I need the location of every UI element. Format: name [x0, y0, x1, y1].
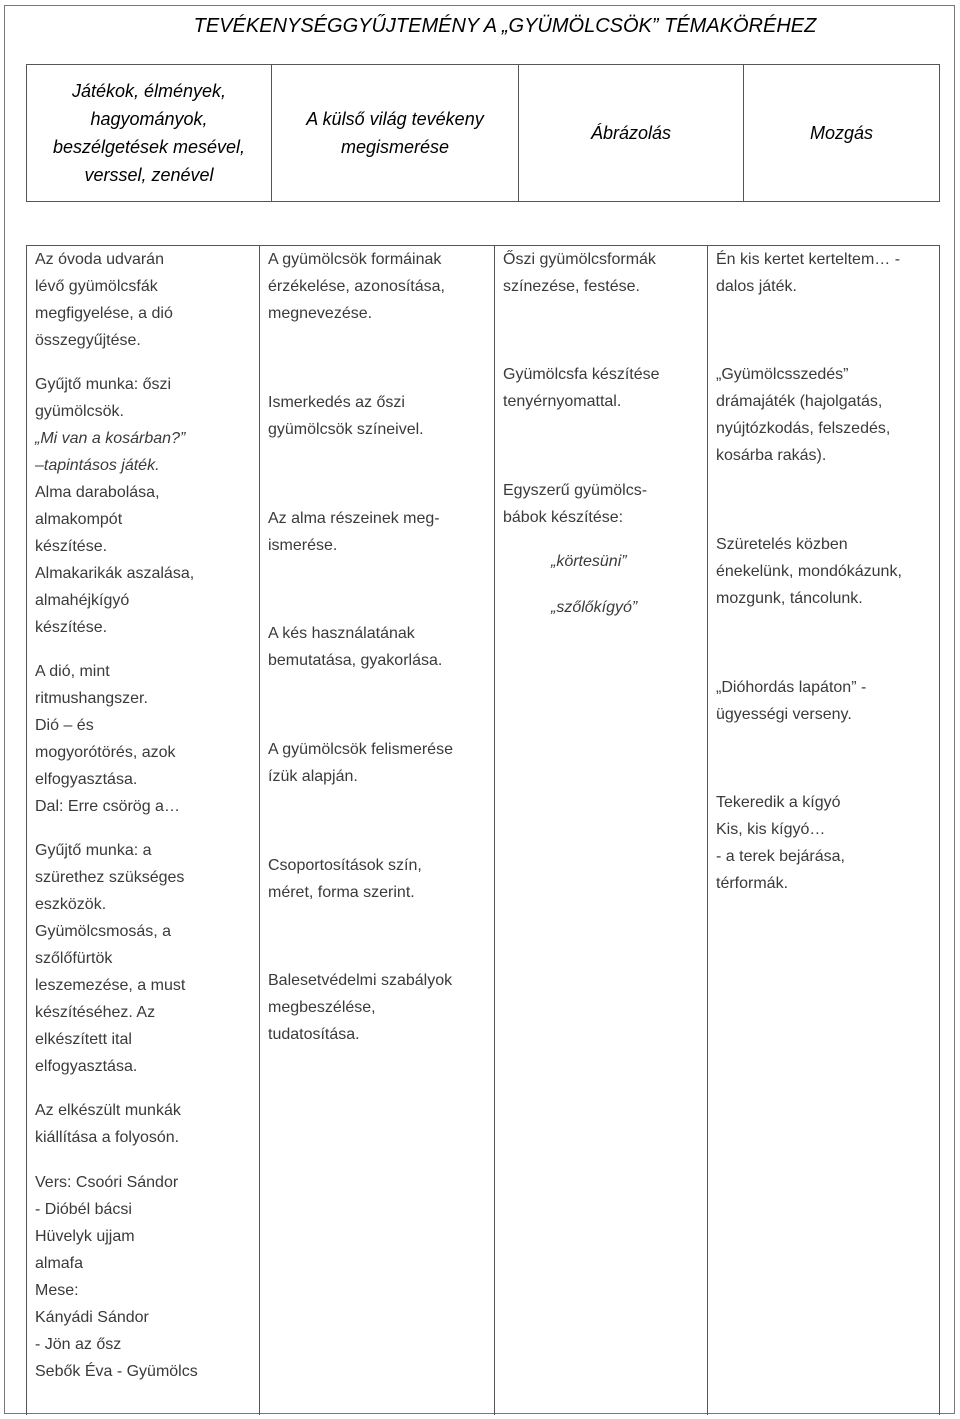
text-line: Gyűjtő munka: a — [35, 842, 152, 859]
text-line: mogyorótörés, azok — [35, 744, 176, 761]
text-line: elfogyasztása. — [35, 1058, 138, 1075]
activity-table — [26, 245, 940, 1415]
text-line: A kés használatának — [268, 625, 415, 642]
text-line: kiállítása a folyosón. — [35, 1129, 180, 1146]
text-line: A dió, mint — [35, 663, 110, 680]
text-line: Alma darabolása, — [35, 484, 160, 501]
text-line: „Gyümölcsszedés” — [716, 366, 849, 383]
text-line: Gyűjtő munka: őszi — [35, 376, 172, 393]
text-line: Almakarikák aszalása, — [35, 565, 195, 582]
text-line: gyümölcsök. — [35, 403, 124, 420]
text-line: ügyességi verseny. — [716, 706, 852, 723]
header-world — [272, 65, 519, 202]
text-line: Dal: Erre csörög a… — [35, 798, 180, 815]
text-line: Én kis kertet kerteltem… - — [716, 251, 901, 268]
text-line: ízük alapján. — [268, 768, 358, 785]
text-line: színezése, festése. — [503, 278, 640, 295]
text-line: Hüvelyk ujjam — [35, 1228, 135, 1245]
text-line: készítése. — [35, 619, 108, 636]
text-line: „Mi van a kosárban?” — [35, 430, 186, 447]
text-line: szőlőfürtök — [35, 950, 113, 967]
text-line: Balesetvédelmi szabályok — [268, 972, 453, 989]
header-world-line: A külső világ tevékeny — [306, 109, 484, 129]
text-line: bábok készítése: — [503, 509, 624, 526]
text-line: ismerése. — [268, 537, 338, 554]
text-line: kosárba rakás). — [716, 447, 827, 464]
text-line: Mese: — [35, 1282, 79, 1299]
text-line: megbeszélése, — [268, 999, 376, 1016]
text-line: gyümölcsök színeivel. — [268, 421, 424, 438]
text-line: „körtesüni” — [551, 553, 627, 570]
text-line: Az óvoda udvarán — [35, 251, 164, 268]
text-line: Kis, kis kígyó… — [716, 821, 826, 838]
header-games-line: Játékok, élmények, — [71, 81, 227, 101]
text-line: Szüretelés közben — [716, 536, 848, 553]
text-line: dalos játék. — [716, 278, 797, 295]
text-line: mozgunk, táncolunk. — [716, 590, 863, 607]
text-line: Csoportosítások szín, — [268, 857, 422, 874]
text-line: almakompót — [35, 511, 123, 528]
text-line: énekelünk, mondókázunk, — [716, 563, 902, 580]
text-line: - Jön az ősz — [35, 1336, 122, 1353]
text-line: készítéséhez. Az — [35, 1004, 156, 1021]
header-games-line: hagyományok, — [90, 109, 208, 129]
text-line: érzékelése, azonosítása, — [268, 278, 445, 295]
text-line: tenyérnyomattal. — [503, 393, 622, 410]
text-line: - a terek bejárása, — [716, 848, 845, 865]
header-games-line: beszélgetések mesével, — [52, 137, 246, 157]
text-line: almahéjkígyó — [35, 592, 130, 609]
page-title: TEVÉKENYSÉGGYŰJTEMÉNY A „GYÜMÖLCSÖK” TÉMAKÖRÉHEZ — [193, 15, 817, 37]
text-line: Ismerkedés az őszi — [268, 394, 405, 411]
text-line: összegyűjtése. — [35, 332, 141, 349]
header-games — [27, 65, 272, 202]
header-drawing: Ábrázolás — [519, 65, 744, 202]
text-line: nyújtózkodás, felszedés, — [716, 420, 891, 437]
text-line: „szőlőkígyó” — [551, 599, 638, 616]
text-line: térformák. — [716, 875, 789, 892]
header-table — [26, 64, 940, 202]
text-line: leszemezése, a must — [35, 977, 186, 994]
text-line: méret, forma szerint. — [268, 884, 415, 901]
text-line: Az elkészült munkák — [35, 1102, 181, 1119]
text-line: Az alma részeinek meg- — [268, 510, 440, 527]
text-line: drámajáték (hajolgatás, — [716, 393, 883, 410]
column-drawing — [495, 246, 708, 1416]
text-line: almafa — [35, 1255, 84, 1272]
text-line: bemutatása, gyakorlása. — [268, 652, 443, 669]
header-movement: Mozgás — [744, 65, 940, 202]
text-line: Kányádi Sándor — [35, 1309, 149, 1326]
text-line: megfigyelése, a dió — [35, 305, 173, 322]
text-line: elkészített ital — [35, 1031, 132, 1048]
text-line: A gyümölcsök felismerése — [268, 741, 453, 758]
header-world-line: megismerése — [340, 137, 450, 157]
text-line: Gyümölcsfa készítése — [503, 366, 660, 383]
column-world — [260, 246, 495, 1416]
column-games — [27, 246, 260, 1416]
text-line: Tekeredik a kígyó — [716, 794, 841, 811]
text-line: lévő gyümölcsfák — [35, 278, 158, 295]
text-line: szürethez szükséges — [35, 869, 185, 886]
text-line: készítése. — [35, 538, 108, 555]
text-line: A gyümölcsök formáinak — [268, 251, 442, 268]
text-line: elfogyasztása. — [35, 771, 138, 788]
text-line: Vers: Csoóri Sándor — [35, 1174, 179, 1191]
text-line: „Dióhordás lapáton” - — [716, 679, 867, 696]
text-line: Egyszerű gyümölcs- — [503, 482, 648, 499]
text-line: –tapintásos játék. — [35, 457, 160, 474]
text-line: Őszi gyümölcsformák — [503, 251, 656, 268]
text-line: - Dióbél bácsi — [35, 1201, 132, 1218]
text-line: eszközök. — [35, 896, 107, 913]
column-movement — [708, 246, 940, 1416]
header-games-line: verssel, zenével — [84, 165, 214, 185]
text-line: Gyümölcsmosás, a — [35, 923, 172, 940]
text-line: Dió – és — [35, 717, 94, 734]
text-line: ritmushangszer. — [35, 690, 148, 707]
text-line: megnevezése. — [268, 305, 373, 322]
text-line: Sebők Éva - Gyümölcs — [35, 1363, 198, 1380]
text-line: tudatosítása. — [268, 1026, 360, 1043]
